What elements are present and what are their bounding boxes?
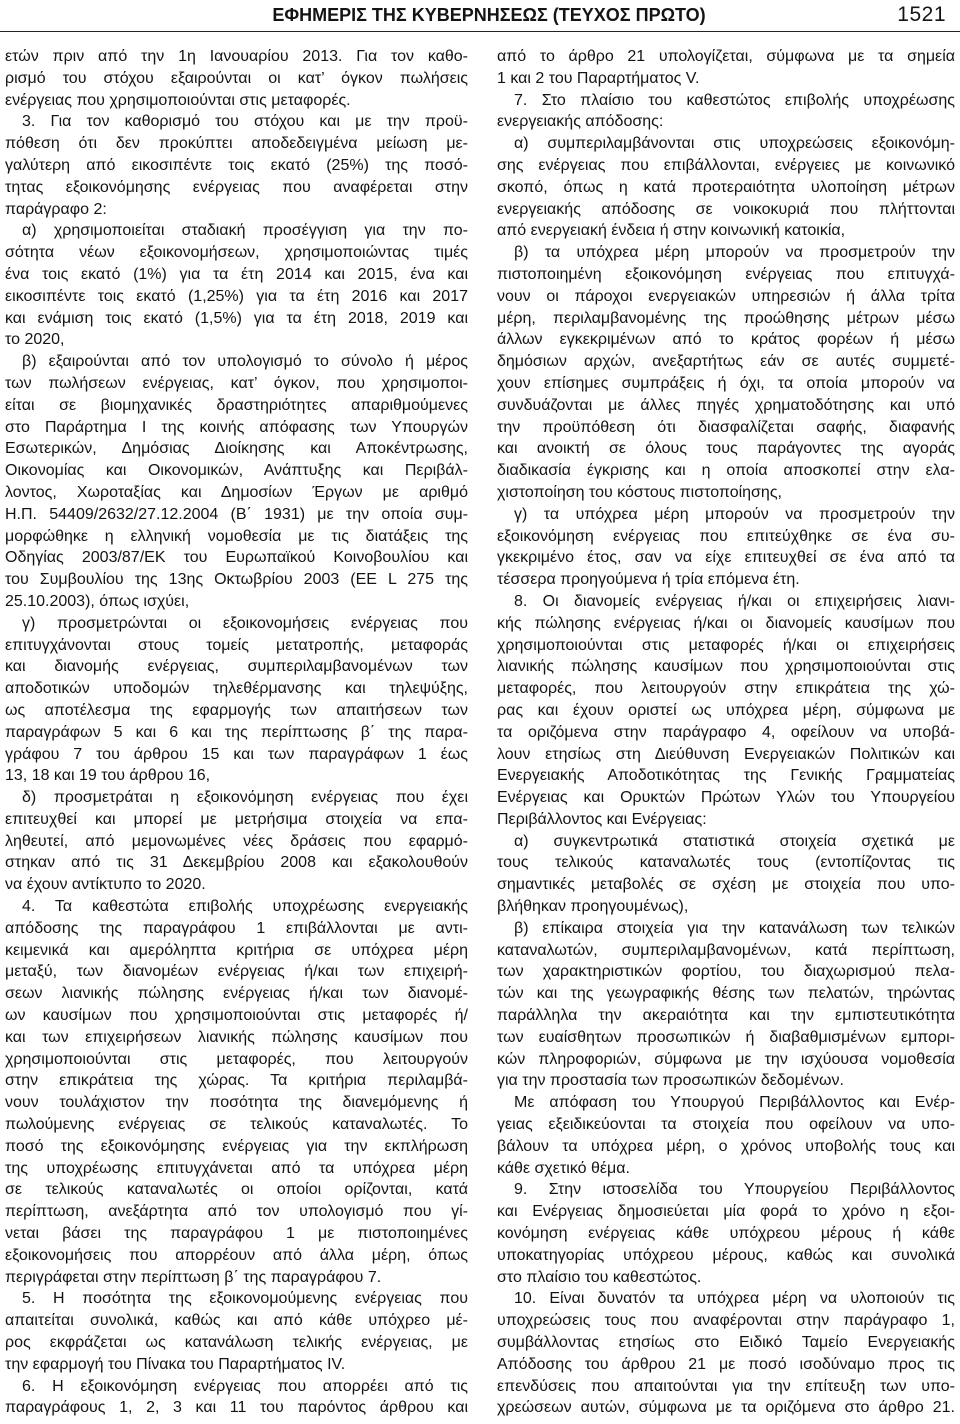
text-line: Οικονομίας και Οικονομικών, Ανάπτυξης και Περιβάλ- (5, 462, 468, 480)
text-line: παράλληλα την ακεραιότητα και την εμπιστευτικότητα (497, 1007, 955, 1025)
text-line: την προϋπόθεση ότι διασφαλίζεται σαφής, διαφανής (497, 418, 955, 436)
text-line: α) χρησιμοποιείται σταδιακή προσέγγιση για την πο- (22, 222, 468, 240)
text-line: χιστοποίηση του κόστους πιστοποίησης, (497, 483, 782, 501)
text-line: 4. Τα καθεστώτα επιβολής υποχρέωσης ενεργειακής (22, 898, 468, 916)
text-line: ρος εκφράζεται ως κατανάλωση τελικής ενέργειας, με (5, 1334, 468, 1352)
text-line: πωλούμενης ενέργειας σε τελικούς καταναλωτές. Το (5, 1116, 468, 1134)
text-line: ως αποτέλεσμα της εφαρμογής των απαιτήσεων των (5, 701, 468, 719)
text-line: α) συγκεντρωτικά στατιστικά στοιχεία σχετικά με (514, 832, 955, 850)
text-line: β) τα υπόχρεα μέρη μπορούν να προσμετρούν την (514, 244, 955, 262)
text-line: κών πληροφοριών, σύμφωνα με την ισχύουσα νομοθεσία (497, 1050, 955, 1068)
paragraph (5, 1288, 468, 1375)
text-line: ρισμό του στόχου εξαιρούνται οι κατ’ όγκον πωλήσεις (5, 69, 468, 87)
text-line: Περιβάλλοντος και Ενέργειας: (497, 810, 707, 828)
text-line: και διανομής ενέργειας, συμπεριλαμβανομένων των (5, 658, 468, 676)
text-line: βλήθηκαν προηγουμένως), (497, 898, 689, 916)
text-line: χρησιμοποιούνται στις μεταφορές, που λειτουργούν (5, 1050, 468, 1068)
text-line: για την προστασία των προσωπικών δεδομένων. (497, 1072, 844, 1090)
text-line: από το άρθρο 21 υπολογίζεται, σύμφωνα με τα σημεία (497, 48, 955, 65)
text-line: γράφου 7 του άρθρου 15 και των παραγράφων 1 έως (5, 745, 468, 763)
column-right (497, 46, 955, 1419)
text-line: ένα τοις εκατό (1%) για τα έτη 2014 και 2015, ένα και (5, 265, 468, 283)
text-line: 13, 18 και 19 του άρθρου 16, (5, 767, 211, 785)
text-line: από ενεργειακή ένδεια ή στην κοινωνική κατοικία, (497, 222, 846, 240)
header-divider (0, 31, 960, 32)
text-line: 7. Στο πλαίσιο του καθεστώτος επιβολής υποχρέωσης (514, 91, 955, 109)
text-line: μέρη, περιλαμβανομένης της προώθησης μέτρων μέσω (497, 309, 955, 327)
text-line: περιγράφεται στην περίπτωση β΄ της παραγράφου 7. (5, 1268, 382, 1286)
text-line: γ) τα υπόχρεα μέρη μπορούν να προσμετρούν την (514, 505, 955, 523)
text-line: των ευαίσθητων προσωπικών ή διαβαθμισμένων εμπορι- (497, 1028, 955, 1046)
text-line: τους τελικούς καταναλωτές τους (εντοπίζοντας τις (497, 854, 955, 872)
paragraph (5, 1376, 468, 1420)
text-line: αποδοτικών υποδομών τηλεθέρμανσης και τηλεψύξης, (5, 680, 468, 698)
text-line: και ενάμιση τοις εκατό (1,5%) για τα έτη 2018, 2019 και (5, 309, 468, 327)
text-line: τα οριζόμενα στην παράγραφο 4, οφείλουν να υποβά- (497, 723, 955, 741)
text-line: επιτυγχάνονται στους τομείς μετατροπής, μεταφοράς (5, 636, 468, 654)
text-line: και Ενέργειας δημοσιεύεται μία φορά το χρόνο η εξοι- (497, 1203, 955, 1221)
text-line: τητας εξοικονόμησης ενέργειας που αναφέρεται στην (5, 178, 468, 196)
paragraph (5, 896, 468, 1288)
text-line: το 2020, (5, 331, 65, 349)
text-line: να έχουν αντίκτυπο το 2020. (5, 876, 206, 894)
paragraph (497, 918, 955, 1092)
text-line: συνδυάζονται με άλλες πηγές χρηματοδότησης και υπό (497, 396, 955, 414)
text-line: μορφώθηκε η ελληνική νομοθεσία με τις διατάξεις της (5, 527, 468, 545)
text-line: ων καυσίμων που χρησιμοποιούνται στις μεταφορές ή/ (5, 1007, 468, 1025)
text-line: 3. Για τον καθορισμό του στόχου και με την προϋ- (22, 113, 468, 131)
text-line: σημαντικές μεταβολές σε σχέση με στοιχεία που υπο- (497, 876, 955, 894)
text-line: λοντος, Χωροταξίας και Δημοσίων Έργων με αριθμό (5, 483, 468, 501)
text-line: Ενέργειας και Ορυκτών Πρώτων Υλών του Υπουργείου (497, 789, 955, 807)
text-line: πόθεση ότι δεν προκύπτει αποδεδειγμένα μείωση με- (5, 135, 468, 153)
text-line: εξοικονομήσεις που απορρέουν από άλλα μέρη, όπως (5, 1246, 468, 1264)
paragraph (497, 831, 955, 918)
text-line: Εσωτερικών, Δημόσιας Διοίκησης και Αποκέντρωσης, (5, 440, 468, 458)
text-line: λουν ετησίως στη Διεύθυνση Ενεργειακών Πολιτικών και (497, 745, 955, 763)
text-line: επενδύσεις που απαιτούνται για την επίτευξη των υπο- (497, 1377, 955, 1395)
text-line: 6. Η εξοικονόμηση ενέργειας που απορρέει από τις (22, 1377, 468, 1395)
text-line: παραγράφους 1, 2, 3 και 11 του παρόντος άρθρου και (5, 1399, 468, 1417)
column-left (5, 46, 468, 1419)
text-line: υποκατηγορίας υπόχρεου μέρους, καθώς και συνολικά (497, 1246, 955, 1264)
text-line: Με απόφαση του Υπουργού Περιβάλλοντος και Ενέρ- (514, 1094, 955, 1112)
text-line: νουν οι πάροχοι ενεργειακών υπηρεσιών ή άλλα τρίτα (497, 287, 955, 305)
text-line: κειμενικά και αμερόληπτα κριτήρια σε υπόχρεα μέρη (5, 941, 468, 959)
paragraph (497, 90, 955, 134)
text-line: της υποχρέωσης επιτυγχάνεται από τα υπόχρεα μέρη (5, 1159, 468, 1177)
text-line: ετών πριν από την 1η Ιανουαρίου 2013. Για τον καθο- (5, 48, 468, 65)
text-line: σεων λιανικής πώλησης ενέργειας ή/και των διανομέ- (5, 985, 468, 1003)
paragraph (497, 1092, 955, 1179)
text-line: δημόσιων αρχών, ανεξαρτήτως εάν σε αυτές συμμετέ- (497, 353, 955, 371)
paragraph (497, 46, 955, 90)
text-line: Η.Π. 54409/2632/27.12.2004 (Β΄ 1931) με την οποία συμ- (5, 505, 468, 523)
text-line: γκεκριμένο έτος, σαν να είχε επιτευχθεί σε ένα από τα (497, 549, 955, 567)
paragraph (497, 242, 955, 504)
text-line: του Συμβουλίου της 13ης Οκτωβρίου 2003 (ΕΕ L 275 της (5, 571, 468, 589)
text-line: ενεργειακής απόδοσης: (497, 113, 664, 131)
text-line: σε τελικούς καταναλωτές οι οποίοι ορίζονται, κατά (5, 1181, 468, 1199)
text-line: 9. Στην ιστοσελίδα του Υπουργείου Περιβάλλοντος (514, 1181, 955, 1199)
page-number: 1521 (897, 3, 946, 26)
text-line: επιτευχθεί και μπορεί με μετρήσιμα στοιχεία να επα- (5, 810, 468, 828)
paragraph (497, 1288, 955, 1419)
text-line: παραγράφων 5 και 6 και της περίπτωσης β΄ της παρα- (5, 723, 468, 741)
text-line: χρησιμοποιούνται στις μεταφορές ή/και οι επιχειρήσεις (497, 636, 955, 654)
text-line: σης ενέργειας που επιβάλλονται, ενέργειες με κοινωνικό (497, 156, 955, 174)
text-line: εξοικονόμηση ενέργειας που επιτεύχθηκε σε ένα συ- (497, 527, 955, 545)
page-header-title: ΕΦΗΜΕΡΙΣ ΤΗΣ ΚΥΒΕΡΝΗΣΕΩΣ (ΤΕΥΧΟΣ ΠΡΩΤΟ) (272, 5, 706, 25)
text-line: και ανοικτή σε όλους τους παράγοντες της αγοράς (497, 440, 955, 458)
text-line: τέσσερα προηγούμενα ή τρία επόμενα έτη. (497, 571, 800, 589)
text-line: ρας και έχουν οριστεί ως υπόχρεα μέρη, σύμφωνα με (497, 701, 955, 719)
text-line: 8. Οι διανομείς ενέργειας ή/και οι επιχειρήσεις λιανι- (514, 592, 955, 610)
text-line: εικοσιπέντε τοις εκατό (1,25%) για τα έτη 2016 και 2017 (5, 287, 468, 305)
text-line: ποσό της εξοικονόμησης ενέργειας για την εκπλήρωση (5, 1137, 468, 1155)
text-line: μεταξύ, των διανομέων ενέργειας ή/και των επιχειρή- (5, 963, 468, 981)
text-line: τών και της γεωγραφικής θέσης των πελατών, τηρώντας (497, 985, 955, 1003)
text-line: βάλουν τα υπόχρεα μέρη, ο χρόνος υποβολής τους και (497, 1137, 955, 1155)
text-line: στηκαν από τις 31 Δεκεμβρίου 2008 και εξακολουθούν (5, 854, 468, 872)
text-line: την εφαρμογή του Πίνακα του Παραρτήματος IV. (5, 1355, 346, 1373)
text-line: στο Παράρτημα I της κοινής απόφασης των Υπουργών (5, 418, 468, 436)
text-line: κής πώλησης ενέργειας ή/και οι διανομείς καυσίμων που (497, 614, 955, 632)
text-line: άλλων εγκεκριμένων από το κράτος φορέων ή μέσω (497, 331, 955, 349)
text-line: χρεώσεων αυτών, σύμφωνα με τα οριζόμενα στο άρθρο 21. (497, 1399, 955, 1417)
text-line: περίπτωση, ανεξάρτητα από τον υπολογισμό που γί- (5, 1203, 468, 1221)
text-line: συμβάλλοντας ετησίως στο Ειδικό Ταμείο Ενεργειακής (497, 1334, 955, 1352)
paragraph (497, 1179, 955, 1288)
text-line: Ενεργειακής Αποδοτικότητας της Γενικής Γραμματείας (497, 767, 955, 785)
text-line: απαιτείται συνολικά, καθώς και από κάθε υπόχρεο μέ- (5, 1312, 468, 1330)
text-line: παράγραφο 2: (5, 200, 107, 218)
text-line: 10. Είναι δυνατόν τα υπόχρεα μέρη να υλοποιούν τις (514, 1290, 955, 1308)
text-line: σότητα νέων εξοικονομήσεων, χρησιμοποιώντας τιμές (5, 244, 468, 262)
text-line: κάθε σχετικό θέμα. (497, 1159, 630, 1177)
text-line: 25.10.2003), όπως ισχύει, (5, 592, 190, 610)
text-line: των πωλήσεων ενέργειας, κατ’ όγκον, που χρησιμοποι- (5, 374, 468, 392)
text-line: υποχρεώσεις τους που αναφέρονται στην παράγραφο 1, (497, 1312, 955, 1330)
text-line: καταναλωτών, συμπεριλαμβανομένων, κατά περίπτωση, (497, 941, 955, 959)
paragraph (5, 351, 468, 613)
text-line: ενέργειας που χρησιμοποιούνται στις μεταφορές. (5, 91, 351, 109)
text-line: Απόδοσης του άρθρου 21 με ποσό ισοδύναμο προς τις (497, 1355, 955, 1373)
paragraph (497, 504, 955, 591)
text-line: διαδικασία έγκρισης και η οποία αποσκοπεί στην ελα- (497, 462, 955, 480)
text-line: είται σε βιομηχανικές δραστηριότητες απαριθμούμενες (5, 396, 468, 414)
paragraph (5, 46, 468, 111)
text-line: β) επίκαιρα στοιχεία για την κατανάλωση των τελικών (514, 919, 955, 937)
text-line: νουν τουλάχιστον την ποσότητα της διανεμόμενης ή (5, 1094, 468, 1112)
text-line: λιανικής πώλησης καυσίμων που χρησιμοποιούνται στις (497, 658, 955, 676)
text-line: 5. Η ποσότητα της εξοικονομούμενης ενέργειας που (22, 1290, 468, 1308)
text-line: νεται βάσει της παραγράφου 1 με πιστοποιημένες (5, 1225, 468, 1243)
text-line: στο πλαίσιο του καθεστώτος. (497, 1268, 702, 1286)
text-line: β) εξαιρούνται από τον υπολογισμό το σύνολο ή μέρος (22, 353, 468, 371)
text-line: γαλύτερη από εικοσιπέντε τοις εκατό (25%) της ποσό- (5, 156, 468, 174)
text-line: α) συμπεριλαμβάνονται στις υποχρεώσεις εξοικονόμη- (514, 135, 955, 153)
paragraph (5, 787, 468, 896)
text-line: μεταφορές, που λειτουργούν στην επικράτεια της χώ- (497, 680, 955, 698)
text-line: σκοπό, όπως η κατά προτεραιότητα υλοποίηση μέτρων (497, 178, 955, 196)
paragraph (5, 111, 468, 220)
text-line: γ) προσμετρώνται οι εξοικονομήσεις ενέργειας που (22, 614, 468, 632)
text-line: χουν επίσημες συμπράξεις ή όχι, τα οποία μπορούν να (497, 374, 955, 392)
text-line: γειας εξειδικεύονται τα στοιχεία που οφείλουν να υπο- (497, 1116, 955, 1134)
paragraph (5, 613, 468, 787)
text-line: 1 και 2 του Παραρτήματος V. (497, 69, 700, 87)
text-line: κονόμηση ενέργειας κάθε υπόχρεου μέρους ή κάθε (497, 1225, 955, 1243)
text-line: πιστοποιημένη εξοικονόμηση ενέργειας που επιτυγχά- (497, 265, 955, 283)
paragraph (497, 133, 955, 242)
text-line: Οδηγίας 2003/87/ΕΚ του Ευρωπαϊκού Κοινοβουλίου και (5, 549, 468, 567)
text-line: και των επιχειρήσεων λιανικής πώλησης καυσίμων που (5, 1028, 468, 1046)
text-line: ληθευτεί, από μεμονωμένες νέες δράσεις που εφαρμό- (5, 832, 468, 850)
paragraph (5, 220, 468, 351)
text-line: των χαρακτηριστικών φορτίου, του διαχωρισμού πελα- (497, 963, 955, 981)
text-line: ενεργειακής απόδοσης σε νοικοκυριά που πλήττονται (497, 200, 955, 218)
text-line: δ) προσμετράται η εξοικονόμηση ενέργειας που έχει (22, 789, 468, 807)
text-line: στην επικράτεια της χώρας. Τα κριτήρια περιλαμβά- (5, 1072, 468, 1090)
text-line: απόδοσης της παραγράφου 1 επιβάλλονται με αντι- (5, 919, 468, 937)
paragraph (497, 591, 955, 831)
